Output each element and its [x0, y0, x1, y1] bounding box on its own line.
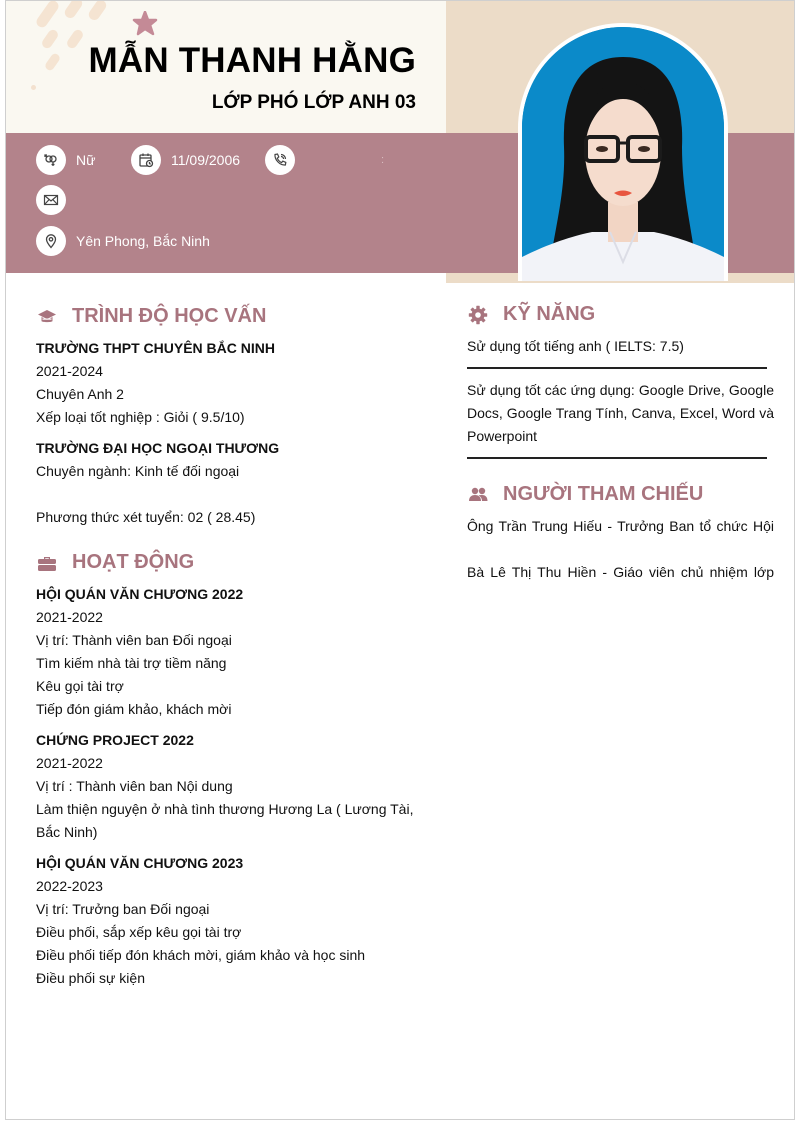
gender-value: Nữ [76, 152, 96, 168]
gender-item [36, 145, 95, 175]
phone-icon [265, 145, 295, 175]
references-list [467, 515, 774, 584]
reference-item: Ông Trần Trung Hiếu - Trưởng Ban tổ chức Hội [467, 518, 774, 534]
location-pin-icon [36, 226, 66, 256]
profile-photo [522, 27, 724, 281]
birthdate-value: 11/09/2006 [171, 152, 241, 168]
references-title-text: NGƯỜI THAM CHIẾU [503, 483, 704, 505]
portrait-illustration [522, 27, 724, 281]
phone-item [265, 145, 305, 175]
activity-line: Điều phối, sắp xếp kêu gọi tài trợ [36, 924, 242, 940]
skills-section-title [467, 303, 595, 326]
activity-line: Tiếp đón giám khảo, khách mời [36, 701, 232, 717]
reference-blank-line [467, 538, 774, 561]
education-title-text: TRÌNH ĐỘ HỌC VẤN [72, 305, 267, 327]
activities-list [36, 583, 436, 990]
cv-page [5, 0, 795, 1120]
candidate-name: MẪN THANH HẰNG [88, 41, 416, 80]
activity-line: Vị trí: Trưởng ban Đối ngoại [36, 901, 210, 917]
star-icon [132, 11, 158, 37]
activity-name: HỘI QUÁN VĂN CHƯƠNG 2023 [36, 855, 244, 871]
address-value: Yên Phong, Bắc Ninh [76, 233, 210, 249]
activity-line: Điều phối sự kiện [36, 970, 145, 986]
activity-name: CHỨNG PROJECT 2022 [36, 732, 194, 748]
activity-line: Điều phối tiếp đón khách mời, giám khảo và học sinh [36, 947, 366, 963]
candidate-role: LỚP PHÓ LỚP ANH 03 [211, 92, 416, 113]
activities-title-text: HOẠT ĐỘNG [72, 551, 195, 573]
education-school: TRƯỜNG THPT CHUYÊN BẮC NINH [36, 340, 275, 356]
activity-line: 2021-2022 [36, 609, 103, 625]
education-line: Phương thức xét tuyển: 02 ( 28.45) [36, 509, 256, 525]
skills-title-text: KỸ NĂNG [503, 303, 596, 325]
birthdate-item [131, 145, 240, 175]
education-line: 2021-2024 [36, 363, 103, 379]
activity-line: Kêu gọi tài trợ [36, 678, 124, 694]
education-blank-line [36, 483, 426, 506]
education-line: Chuyên Anh 2 [36, 386, 124, 402]
graduation-cap-icon [36, 307, 58, 327]
gender-icon [36, 145, 66, 175]
gear-icon [467, 305, 489, 325]
skills-list [467, 335, 774, 469]
education-line: Chuyên ngành: Kinh tế đối ngoại [36, 463, 240, 479]
activity-line: Vị trí: Thành viên ban Đối ngoại [36, 632, 232, 648]
activity-line: Tìm kiếm nhà tài trợ tiềm năng [36, 655, 227, 671]
education-list [36, 337, 426, 529]
stray-mark: : [381, 154, 385, 166]
divider [467, 367, 767, 369]
activities-section-title [36, 551, 194, 574]
profile-photo-frame [518, 23, 728, 281]
address-item [36, 226, 210, 256]
divider [467, 457, 767, 459]
education-school: TRƯỜNG ĐẠI HỌC NGOẠI THƯƠNG [36, 440, 280, 456]
activity-line: 2022-2023 [36, 878, 103, 894]
decorative-dot [31, 85, 36, 90]
users-icon [467, 485, 489, 505]
education-section-title [36, 305, 266, 328]
activity-line: Bắc Ninh) [36, 824, 98, 840]
activity-line: Vị trí : Thành viên ban Nội dung [36, 778, 233, 794]
briefcase-icon [36, 553, 58, 573]
activity-line: Làm thiện nguyện ở nhà tình thương Hương La ( Lương Tài, [36, 801, 414, 817]
references-section-title [467, 483, 703, 506]
reference-item: Bà Lê Thị Thu Hiền - Giáo viên chủ nhiệm lớp [467, 564, 774, 580]
activity-line: 2021-2022 [36, 755, 103, 771]
skill-item: Sử dụng tốt các ứng dụng: Google Drive, Google Docs, Google Trang Tính, Canva, Excel, Word và Powerpoint [467, 382, 774, 444]
calendar-icon [131, 145, 161, 175]
skill-item: Sử dụng tốt tiếng anh ( IELTS: 7.5) [467, 338, 684, 354]
activity-name: HỘI QUÁN VĂN CHƯƠNG 2022 [36, 586, 244, 602]
mail-icon [36, 185, 66, 215]
email-item [36, 185, 76, 215]
education-line: Xếp loại tốt nghiệp : Giỏi ( 9.5/10) [36, 409, 245, 425]
